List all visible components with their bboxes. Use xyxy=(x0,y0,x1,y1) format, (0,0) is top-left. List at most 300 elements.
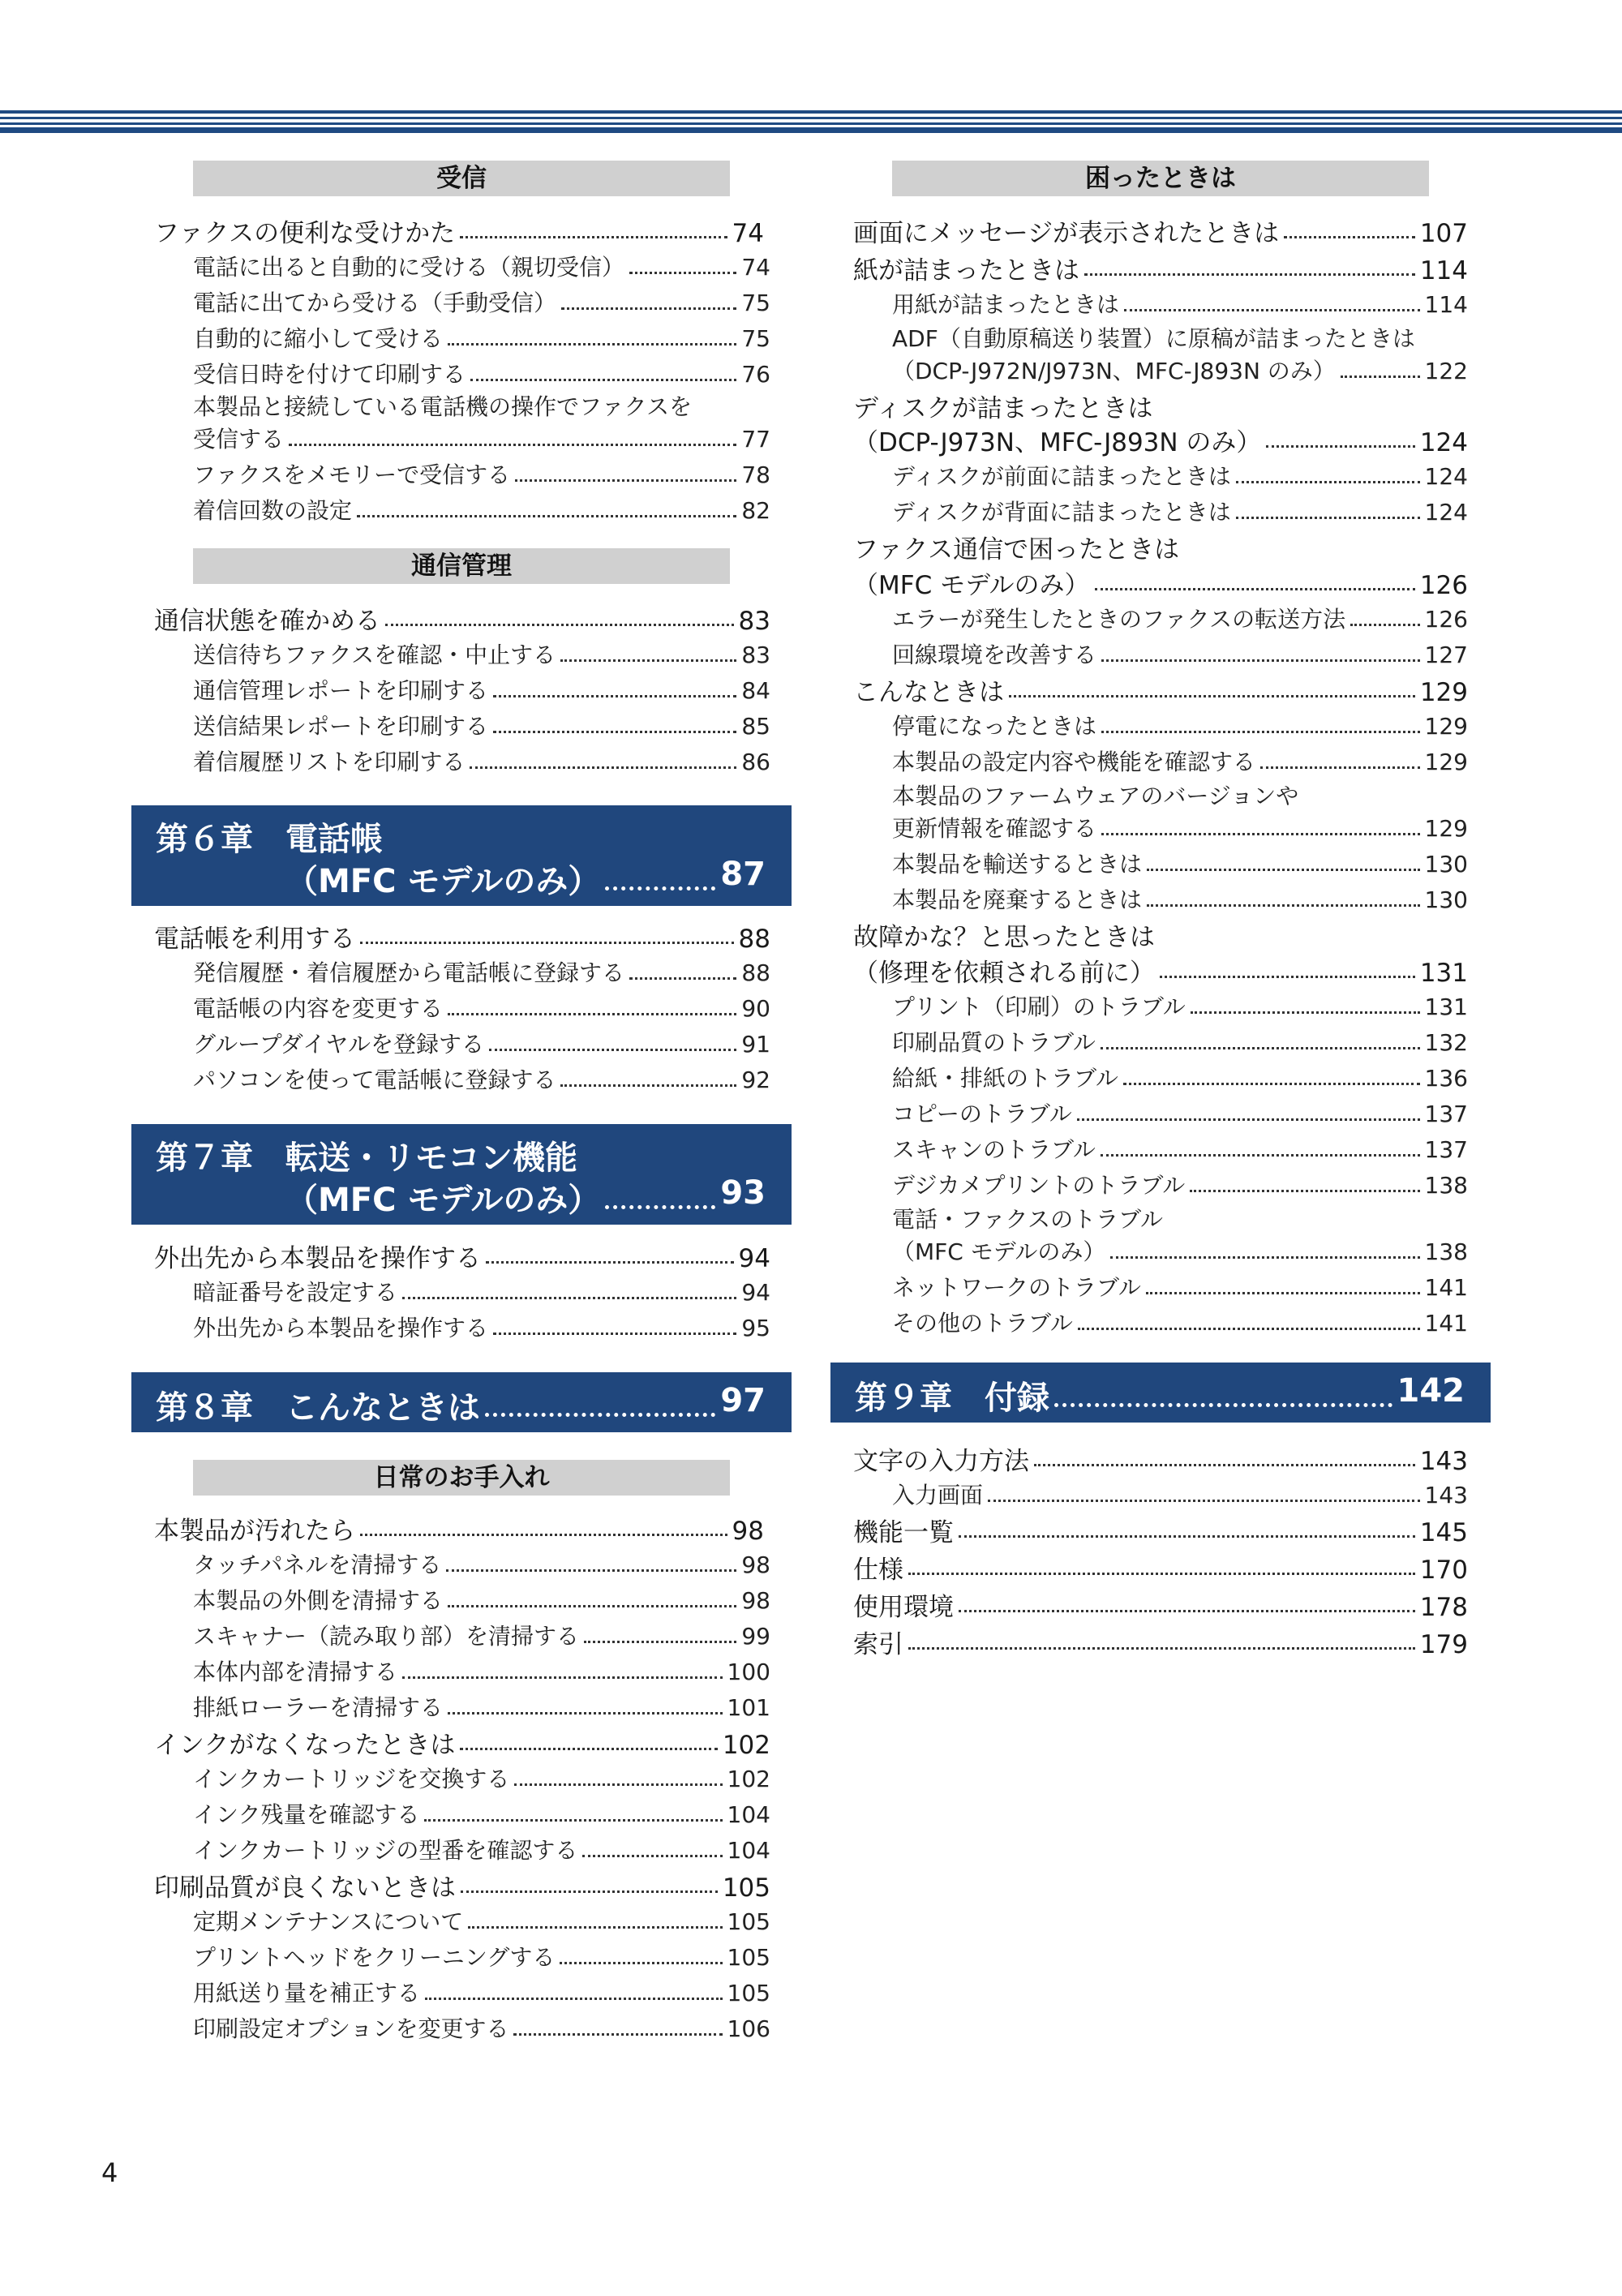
toc-entry-title: 停電になったときは xyxy=(892,713,1097,740)
toc-entry-page: 98 xyxy=(732,1517,764,1546)
toc-entry-title: タッチパネルを清掃する xyxy=(193,1551,442,1578)
toc-entry-page: 131 xyxy=(1424,994,1468,1020)
toc-entry-title: 外出先から本製品を操作する xyxy=(154,1244,481,1273)
section-heading-tsushin-kanri: 通信管理 xyxy=(193,548,730,584)
toc-entry-title: （MFC モデルのみ） xyxy=(853,571,1090,600)
toc-entry-page: 141 xyxy=(1424,1274,1468,1301)
leader-dots xyxy=(988,1500,1420,1502)
toc-entry-page: 137 xyxy=(1424,1101,1468,1127)
toc-entry-page: 114 xyxy=(1424,291,1468,318)
toc-entry-page: 130 xyxy=(1424,886,1468,913)
toc-entry-page: 101 xyxy=(727,1694,770,1721)
toc-entry-page: 143 xyxy=(1424,1482,1468,1508)
toc-entry-title: デジカメプリントのトラブル xyxy=(892,1172,1186,1199)
toc-entry[interactable] xyxy=(154,212,764,249)
leader-dots xyxy=(560,1084,736,1087)
leader-dots xyxy=(1101,833,1420,835)
toc-subentry[interactable] xyxy=(193,285,770,318)
toc-entry-title: 本製品の設定内容や機能を確認する xyxy=(892,749,1256,775)
toc-entry-title: 入力画面 xyxy=(892,1482,984,1508)
leader-dots xyxy=(385,624,734,626)
toc-entry-page: 122 xyxy=(1424,358,1468,384)
leader-dots xyxy=(460,1748,717,1750)
toc-subentry[interactable] xyxy=(892,989,1468,1022)
leader-dots xyxy=(425,1998,723,2000)
header-rule-thin-2 xyxy=(0,117,1622,119)
toc-subentry-first-line: 本製品のファームウェアのバージョンや xyxy=(892,783,1299,809)
toc-subentry[interactable] xyxy=(892,1270,1468,1302)
toc-entry-title: 定期メンテナンスについて xyxy=(193,1908,464,1935)
toc-entry-page: 106 xyxy=(727,2015,770,2042)
toc-entry[interactable] xyxy=(853,212,1468,249)
toc-entry-title: 外出先から本製品を操作する xyxy=(193,1315,489,1341)
toc-entry-page: 129 xyxy=(1424,815,1468,842)
chapter-heading-6[interactable] xyxy=(131,805,792,906)
toc-subentry[interactable] xyxy=(193,1275,770,1307)
toc-entry[interactable] xyxy=(154,600,770,637)
toc-subentry[interactable] xyxy=(892,495,1468,527)
toc-entry-title: 本体内部を清掃する xyxy=(193,1659,398,1685)
toc-subentry[interactable] xyxy=(193,357,770,389)
leader-dots xyxy=(448,1605,736,1607)
toc-entry[interactable] xyxy=(853,952,1468,989)
toc-entry-page: 105 xyxy=(727,1980,770,2006)
leader-dots xyxy=(486,1261,734,1264)
leader-dots xyxy=(1110,1256,1419,1259)
leader-dots xyxy=(560,659,736,662)
toc-entry-title: 文字の入力方法 xyxy=(853,1447,1029,1476)
toc-subentry[interactable] xyxy=(892,1097,1468,1129)
toc-subentry[interactable] xyxy=(892,847,1468,879)
toc-subentry[interactable] xyxy=(193,1690,770,1723)
leader-dots xyxy=(460,236,727,238)
leader-dots xyxy=(1084,273,1415,276)
toc-entry-page: 104 xyxy=(727,1837,770,1864)
toc-entry-page: 84 xyxy=(741,677,770,704)
chapter-heading-9[interactable] xyxy=(830,1363,1491,1423)
leader-dots xyxy=(1146,1292,1420,1294)
toc-entry-title: プリントヘッドをクリーニングする xyxy=(193,1944,556,1971)
chapter-page: 93 xyxy=(720,1174,766,1212)
chapter-subtitle: （MFC モデルのみ） xyxy=(285,863,601,900)
toc-subentry[interactable] xyxy=(193,637,770,670)
toc-entry-title: 受信日時を付けて印刷する xyxy=(193,361,466,388)
toc-entry-page: 126 xyxy=(1424,606,1468,633)
toc-entry-page: 104 xyxy=(727,1801,770,1828)
leader-dots xyxy=(1236,517,1420,519)
toc-subentry[interactable] xyxy=(193,1833,770,1865)
section-heading-komatta: 困ったときは xyxy=(892,161,1429,196)
toc-entry-page: 179 xyxy=(1419,1630,1468,1659)
toc-subentry[interactable] xyxy=(193,493,770,526)
toc-entry-page: 178 xyxy=(1419,1593,1468,1622)
toc-subentry[interactable] xyxy=(892,1306,1468,1338)
toc-entry[interactable] xyxy=(853,564,1468,601)
chapter-title: 第８章 こんなときは xyxy=(156,1389,480,1427)
toc-subentry[interactable] xyxy=(193,1762,770,1794)
leader-dots xyxy=(493,695,736,697)
leader-dots xyxy=(493,731,736,733)
leader-dots xyxy=(582,1855,722,1857)
leader-dots xyxy=(959,1535,1415,1538)
toc-entry-title: 索引 xyxy=(853,1630,903,1659)
toc-entry-page: 86 xyxy=(741,749,770,775)
toc-entry-title: 更新情報を確認する xyxy=(892,815,1097,842)
toc-entry-page: 126 xyxy=(1419,571,1468,600)
toc-subentry[interactable] xyxy=(193,1940,770,1972)
toc-entry-page: 100 xyxy=(727,1659,770,1685)
toc-subentry[interactable] xyxy=(892,1061,1468,1093)
toc-entry-title: 暗証番号を設定する xyxy=(193,1279,398,1306)
toc-entry-page: 170 xyxy=(1419,1556,1468,1585)
toc-entry-title: 本製品の外側を清掃する xyxy=(193,1587,444,1614)
chapter-heading-7[interactable] xyxy=(131,1124,792,1225)
toc-subentry[interactable] xyxy=(892,745,1468,777)
section-heading-jushin: 受信 xyxy=(193,161,730,196)
toc-entry-title: 通信管理レポートを印刷する xyxy=(193,677,489,704)
toc-entry-title: 送信待ちファクスを確認・中止する xyxy=(193,642,556,668)
toc-entry-title: 着信履歴リストを印刷する xyxy=(193,749,466,775)
toc-subentry[interactable] xyxy=(193,250,770,282)
toc-entry-page: 145 xyxy=(1419,1518,1468,1547)
toc-entry-page: 107 xyxy=(1419,219,1468,248)
toc-entry-title: ファクスの便利な受けかた xyxy=(154,219,456,248)
toc-subentry[interactable] xyxy=(193,422,770,454)
toc-subentry[interactable] xyxy=(892,1168,1468,1200)
leader-dots xyxy=(448,1712,723,1714)
toc-entry-page: 88 xyxy=(741,959,770,986)
leader-dots xyxy=(485,1413,715,1417)
toc-subentry[interactable] xyxy=(892,602,1468,634)
leader-dots xyxy=(1078,1328,1420,1330)
toc-entry-page: 75 xyxy=(741,290,770,316)
leader-dots xyxy=(605,886,715,891)
leader-dots xyxy=(1147,904,1420,907)
toc-entry-title: ファクスをメモリーで受信する xyxy=(193,461,511,488)
leader-dots xyxy=(560,1962,722,1964)
toc-entry-title: 電話に出てから受ける（手動受信） xyxy=(193,290,557,316)
leader-dots xyxy=(489,1049,736,1051)
chapter-page: 87 xyxy=(720,856,766,893)
toc-subentry[interactable] xyxy=(892,1234,1468,1267)
toc-entry-title: 本製品が汚れたら xyxy=(154,1517,355,1546)
toc-entry-title: 排紙ローラーを清掃する xyxy=(193,1694,444,1721)
toc-entry-title: ネットワークのトラブル xyxy=(892,1274,1141,1301)
toc-subentry[interactable] xyxy=(193,1797,770,1830)
chapter-page: 97 xyxy=(720,1382,766,1419)
toc-subentry[interactable] xyxy=(193,457,770,490)
leader-dots xyxy=(1260,766,1420,769)
toc-entry-title: インクカートリッジの型番を確認する xyxy=(193,1837,578,1864)
toc-entry-title: 印刷品質のトラブル xyxy=(892,1029,1096,1056)
leader-dots xyxy=(357,515,736,517)
leader-dots xyxy=(424,1819,722,1822)
toc-entry-title: ディスクが背面に詰まったときは xyxy=(892,499,1231,526)
leader-dots xyxy=(1284,236,1415,238)
toc-entry-title: エラーが発生したときのファクスの転送方法 xyxy=(892,606,1346,633)
toc-entry-page: 74 xyxy=(732,219,764,248)
leader-dots xyxy=(1101,659,1420,662)
chapter-subtitle: （MFC モデルのみ） xyxy=(285,1182,601,1219)
toc-entry[interactable] xyxy=(154,1238,770,1274)
leader-dots xyxy=(1101,731,1420,733)
leader-dots xyxy=(605,1205,715,1209)
chapter-page: 142 xyxy=(1397,1372,1465,1410)
page-number: 4 xyxy=(101,2157,118,2188)
toc-subentry-first-line: 本製品と接続している電話機の操作でファクスを xyxy=(193,393,693,420)
leader-dots xyxy=(461,1890,718,1893)
toc-entry-title: 給紙・排紙のトラブル xyxy=(892,1065,1118,1092)
toc-entry-title: インク残量を確認する xyxy=(193,1801,420,1828)
toc-entry-page: 85 xyxy=(741,713,770,740)
toc-entry[interactable] xyxy=(154,1724,770,1761)
leader-dots xyxy=(402,1297,736,1299)
leader-dots xyxy=(513,2033,722,2036)
toc-entry-page: 124 xyxy=(1424,499,1468,526)
toc-entry-title: 通信状態を確かめる xyxy=(154,607,380,636)
toc-entry-page: 90 xyxy=(741,995,770,1022)
toc-subentry[interactable] xyxy=(193,1619,770,1651)
toc-entry-title: 仕様 xyxy=(853,1556,903,1585)
toc-subentry[interactable] xyxy=(193,2011,770,2044)
toc-subentry[interactable] xyxy=(892,287,1468,320)
leader-dots xyxy=(1266,445,1414,448)
toc-subentry[interactable] xyxy=(193,709,770,741)
toc-entry-title: 使用環境 xyxy=(853,1593,954,1622)
leader-dots xyxy=(1054,1403,1392,1407)
toc-entry-title: （DCP-J973N、MFC-J893N のみ） xyxy=(853,428,1262,457)
toc-entry-page: 141 xyxy=(1424,1310,1468,1337)
toc-entry-first-line: ディスクが詰まったときは xyxy=(853,394,1153,423)
toc-entry-page: 102 xyxy=(722,1731,770,1760)
toc-entry[interactable] xyxy=(853,1586,1468,1623)
leader-dots xyxy=(908,1573,1415,1575)
toc-entry-page: 95 xyxy=(741,1315,770,1341)
leader-dots xyxy=(402,1676,723,1679)
toc-subentry[interactable] xyxy=(193,1311,770,1343)
toc-entry-page: 132 xyxy=(1424,1029,1468,1056)
section-heading-nichijo: 日常のお手入れ xyxy=(193,1460,730,1496)
toc-entry-title: 用紙が詰まったときは xyxy=(892,291,1120,318)
leader-dots xyxy=(289,444,736,446)
leader-dots xyxy=(1160,976,1415,978)
leader-dots xyxy=(1077,1118,1420,1121)
toc-entry-title: 電話帳を利用する xyxy=(154,925,355,954)
toc-entry-page: 124 xyxy=(1424,463,1468,490)
toc-entry-title: 印刷設定オプションを変更する xyxy=(193,2015,509,2042)
toc-entry-page: 94 xyxy=(738,1244,770,1273)
leader-dots xyxy=(1236,481,1420,483)
toc-entry-page: 83 xyxy=(741,642,770,668)
leader-dots xyxy=(1190,1190,1419,1192)
leader-dots xyxy=(493,1333,736,1335)
toc-entry-page: 138 xyxy=(1424,1238,1468,1265)
toc-entry-page: 131 xyxy=(1419,959,1468,988)
toc-entry-title: グループダイヤルを登録する xyxy=(193,1031,484,1058)
toc-entry[interactable] xyxy=(853,1440,1468,1477)
toc-entry-page: 105 xyxy=(722,1873,770,1903)
leader-dots xyxy=(470,766,736,769)
toc-entry[interactable] xyxy=(154,1510,764,1547)
leader-dots xyxy=(1341,376,1420,378)
leader-dots xyxy=(1350,624,1419,626)
chapter-title: 第６章 電話帳 xyxy=(156,821,383,858)
toc-subentry-first-line: 電話・ファクスのトラブル xyxy=(892,1206,1164,1233)
toc-entry-page: 130 xyxy=(1424,851,1468,878)
toc-subentry[interactable] xyxy=(193,1904,770,1937)
toc-entry-title: こんなときは xyxy=(853,678,1004,707)
leader-dots xyxy=(1191,1011,1420,1014)
toc-entry-page: 102 xyxy=(727,1766,770,1792)
toc-entry-page: 114 xyxy=(1419,256,1468,285)
toc-entry-title: インクカートリッジを交換する xyxy=(193,1766,510,1792)
toc-entry-page: 94 xyxy=(741,1279,770,1306)
toc-entry-page: 136 xyxy=(1424,1065,1468,1092)
toc-entry-title: 印刷品質が良くないときは xyxy=(154,1873,456,1903)
toc-entry[interactable] xyxy=(853,1624,1468,1660)
toc-entry-title: 本製品を輸送するときは xyxy=(892,851,1143,878)
toc-entry-page: 124 xyxy=(1419,428,1468,457)
toc-subentry[interactable] xyxy=(193,1583,770,1616)
leader-dots xyxy=(908,1647,1415,1650)
leader-dots xyxy=(629,977,736,980)
leader-dots xyxy=(1124,309,1420,311)
toc-entry-page: 129 xyxy=(1424,749,1468,775)
toc-entry-page: 129 xyxy=(1419,678,1468,707)
toc-entry-title: 送信結果レポートを印刷する xyxy=(193,713,489,740)
toc-entry-page: 74 xyxy=(741,254,770,281)
toc-subentry[interactable] xyxy=(193,1027,770,1059)
toc-entry-page: 129 xyxy=(1424,713,1468,740)
toc-entry-title: プリント（印刷）のトラブル xyxy=(892,994,1186,1020)
leader-dots xyxy=(514,1783,722,1786)
toc-subentry[interactable] xyxy=(193,1547,770,1580)
leader-dots xyxy=(515,479,736,482)
toc-subentry[interactable] xyxy=(193,955,770,988)
toc-entry[interactable] xyxy=(154,918,770,955)
toc-entry-page: 91 xyxy=(741,1031,770,1058)
leader-dots xyxy=(468,1926,722,1929)
toc-entry-title: 画面にメッセージが表示されたときは xyxy=(853,219,1280,248)
toc-entry-title: スキャンのトラブル xyxy=(892,1136,1096,1163)
toc-entry-page: 76 xyxy=(741,361,770,388)
toc-entry-page: 137 xyxy=(1424,1136,1468,1163)
toc-subentry[interactable] xyxy=(892,811,1468,843)
toc-entry-title: 本製品を廃棄するときは xyxy=(892,886,1143,913)
toc-entry-title: 用紙送り量を補正する xyxy=(193,1980,421,2006)
toc-entry-title: 機能一覧 xyxy=(853,1518,954,1547)
header-rule-thin-1 xyxy=(0,110,1622,114)
toc-entry-page: 77 xyxy=(741,426,770,453)
chapter-title: 第７章 転送・リモコン機能 xyxy=(156,1139,577,1177)
toc-subentry[interactable] xyxy=(892,637,1468,670)
toc-entry-title: ディスクが前面に詰まったときは xyxy=(892,463,1231,490)
toc-subentry[interactable] xyxy=(193,1062,770,1095)
toc-subentry[interactable] xyxy=(892,882,1468,915)
toc-entry-first-line: ファクス通信で困ったときは xyxy=(853,535,1180,564)
toc-entry[interactable] xyxy=(853,672,1468,708)
toc-entry[interactable] xyxy=(853,1549,1468,1586)
toc-subentry[interactable] xyxy=(193,991,770,1024)
toc-entry-title: コピーのトラブル xyxy=(892,1101,1072,1127)
leader-dots xyxy=(360,942,734,944)
toc-subentry[interactable] xyxy=(193,673,770,706)
leader-dots xyxy=(1123,1083,1420,1085)
toc-entry-title: スキャナー（読み取り部）を清掃する xyxy=(193,1623,580,1650)
toc-subentry[interactable] xyxy=(892,1025,1468,1058)
leader-dots xyxy=(1009,695,1415,697)
toc-entry-title: インクがなくなったときは xyxy=(154,1731,456,1760)
leader-dots xyxy=(1034,1464,1415,1466)
toc-entry-title: 自動的に縮小して受ける xyxy=(193,325,444,352)
toc-entry[interactable] xyxy=(154,1867,770,1903)
leader-dots xyxy=(584,1641,736,1643)
toc-subentry[interactable] xyxy=(892,459,1468,491)
toc-subentry[interactable] xyxy=(193,745,770,777)
leader-dots xyxy=(448,343,736,345)
leader-dots xyxy=(1101,1047,1420,1049)
toc-subentry[interactable] xyxy=(193,1654,770,1687)
toc-subentry[interactable] xyxy=(193,1976,770,2008)
toc-entry-page: 98 xyxy=(741,1587,770,1614)
toc-subentry[interactable] xyxy=(892,354,1468,386)
toc-entry-page: 92 xyxy=(741,1066,770,1093)
toc-subentry-first-line: ADF（自動原稿送り装置）に原稿が詰まったときは xyxy=(892,325,1415,352)
toc-entry-page: 127 xyxy=(1424,642,1468,668)
header-rule-thin-3 xyxy=(0,122,1622,125)
toc-entry-page: 78 xyxy=(741,461,770,488)
chapter-title: 第９章 付録 xyxy=(855,1380,1049,1417)
toc-entry-page: 98 xyxy=(741,1551,770,1578)
toc-entry-title: （DCP-J972N/J973N、MFC-J893N のみ） xyxy=(892,358,1336,384)
toc-entry-title: 紙が詰まったときは xyxy=(853,256,1079,285)
leader-dots xyxy=(448,1013,736,1015)
toc-entry-title: （修理を依頼される前に） xyxy=(853,959,1155,988)
toc-entry[interactable] xyxy=(853,1512,1468,1548)
toc-entry-title: 着信回数の設定 xyxy=(193,497,353,524)
leader-dots xyxy=(629,272,736,274)
toc-subentry[interactable] xyxy=(892,1478,1468,1510)
toc-entry-title: 回線環境を改善する xyxy=(892,642,1097,668)
toc-entry-page: 99 xyxy=(741,1623,770,1650)
toc-subentry[interactable] xyxy=(892,709,1468,741)
leader-dots xyxy=(446,1569,736,1572)
leader-dots xyxy=(1095,588,1415,590)
toc-entry-page: 88 xyxy=(738,925,770,954)
toc-entry-title: （MFC モデルのみ） xyxy=(892,1238,1106,1265)
header-rule-thick xyxy=(0,127,1622,133)
leader-dots xyxy=(1101,1154,1420,1157)
leader-dots xyxy=(470,379,736,381)
toc-entry-page: 83 xyxy=(738,607,770,636)
toc-entry-page: 82 xyxy=(741,497,770,524)
toc-entry-page: 138 xyxy=(1424,1172,1468,1199)
toc-entry-page: 75 xyxy=(741,325,770,352)
toc-entry[interactable] xyxy=(853,250,1468,286)
leader-dots xyxy=(959,1610,1415,1612)
toc-entry-first-line: 故障かな？と思ったときは xyxy=(853,923,1155,952)
chapter-heading-8[interactable] xyxy=(131,1372,792,1432)
toc-entry[interactable] xyxy=(853,422,1468,458)
toc-entry-page: 143 xyxy=(1419,1447,1468,1476)
toc-entry-title: 電話に出ると自動的に受ける（親切受信） xyxy=(193,254,625,281)
toc-entry-title: パソコンを使って電話帳に登録する xyxy=(193,1066,556,1093)
toc-subentry[interactable] xyxy=(193,321,770,354)
toc-subentry[interactable] xyxy=(892,1132,1468,1165)
leader-dots xyxy=(561,307,736,310)
toc-entry-page: 105 xyxy=(727,1944,770,1971)
toc-entry-title: 受信する xyxy=(193,426,285,453)
